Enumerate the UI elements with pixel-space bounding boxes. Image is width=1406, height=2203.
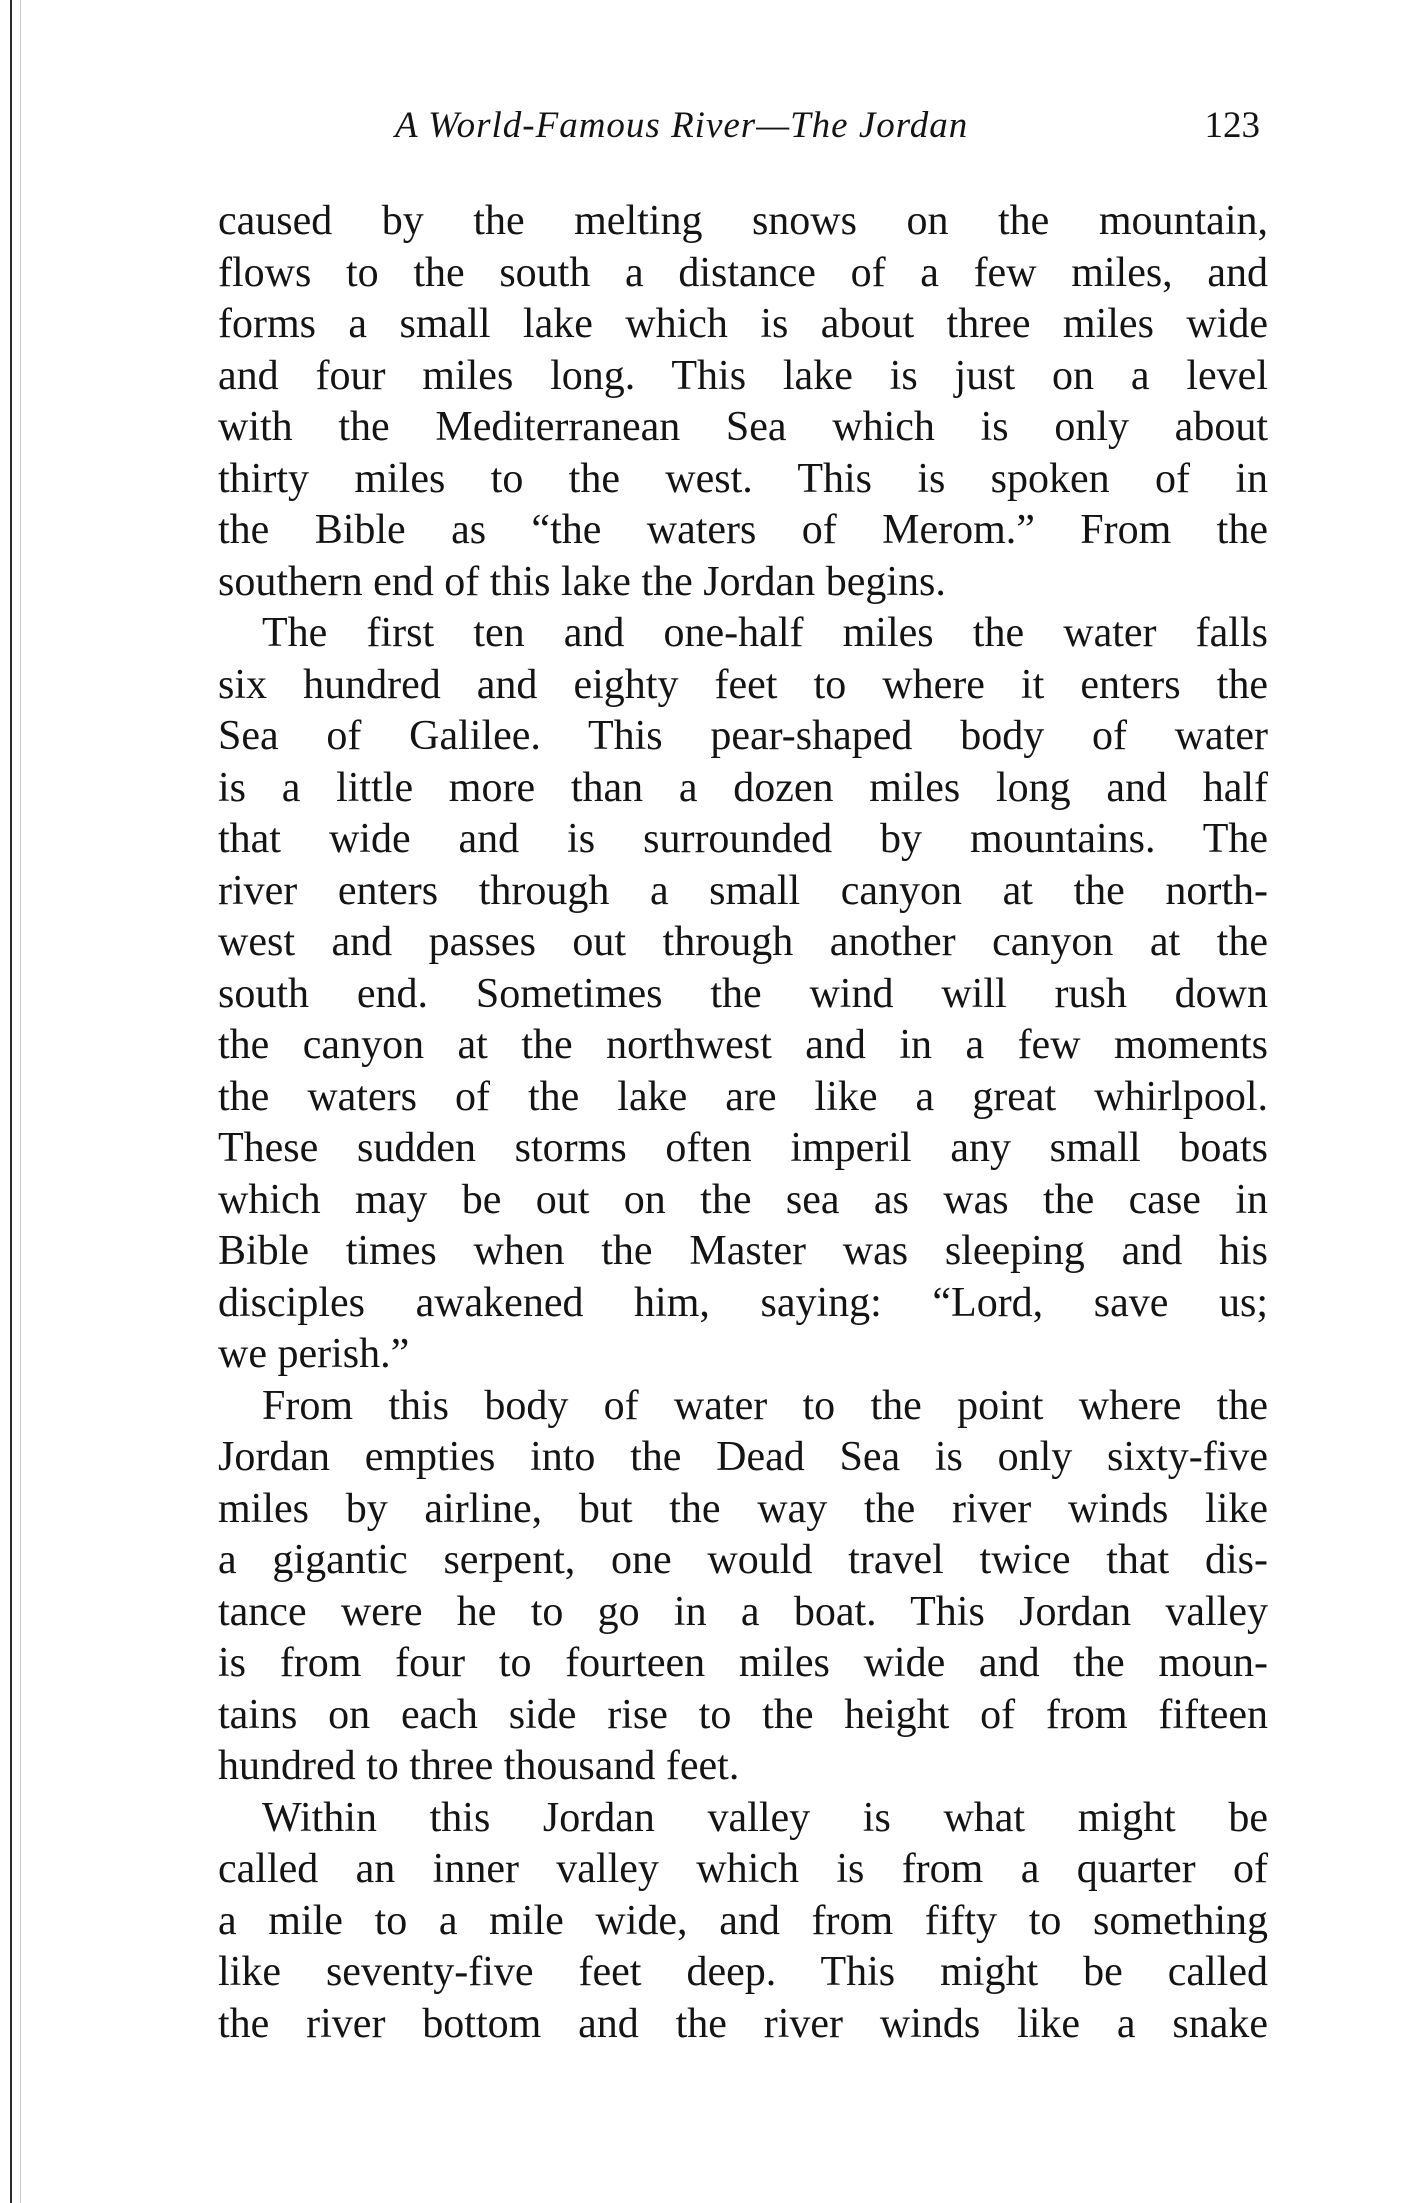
text-line: river enters through a small canyon at the north- — [218, 867, 1268, 914]
text-line: The first ten and one-half miles the water falls — [262, 610, 1268, 656]
text-line: and four miles long. This lake is just on a level — [218, 352, 1268, 399]
text-line: From this body of water to the point where the — [262, 1382, 1268, 1429]
paragraph-3 — [218, 1381, 1268, 1793]
text-line: hundred to three thousand feet. — [218, 1743, 740, 1789]
text-line: miles by airline, but the way the river winds like — [218, 1485, 1268, 1532]
page-number: 123 — [1204, 105, 1260, 146]
text-line: the canyon at the northwest and in a few moments — [218, 1022, 1268, 1068]
paragraph-2 — [218, 608, 1268, 1381]
text-line: Bible times when the Master was sleeping and his — [218, 1228, 1268, 1274]
text-line: southern end of this lake the Jordan begins. — [218, 558, 946, 605]
text-line: tains on each side rise to the height of from fifteen — [218, 1691, 1268, 1738]
text-line: tance were he to go in a boat. This Jordan valley — [218, 1588, 1268, 1635]
text-line: Jordan empties into the Dead Sea is only sixty-five — [218, 1434, 1268, 1480]
text-line: These sudden storms often imperil any small boats — [218, 1125, 1268, 1171]
text-line: we perish.” — [218, 1331, 410, 1377]
paragraph-4 — [218, 1793, 1268, 2051]
text-line: the waters of the lake are like a great whirlpool. — [218, 1073, 1268, 1120]
text-line: the river bottom and the river winds like a snake — [218, 2000, 1268, 2047]
text-line: a mile to a mile wide, and from fifty to something — [218, 1897, 1268, 1944]
text-line: south end. Sometimes the wind will rush down — [218, 970, 1268, 1017]
text-line: that wide and is surrounded by mountains. The — [218, 816, 1268, 862]
text-line: Within this Jordan valley is what might be — [262, 1794, 1268, 1841]
running-head-title: A World-Famous River—The Jordan — [395, 105, 969, 146]
text-line: is a little more than a dozen miles long and half — [218, 764, 1268, 811]
running-head — [370, 104, 1270, 160]
text-line: like seventy-five feet deep. This might be called — [218, 1949, 1268, 1995]
body-text — [218, 196, 1268, 2050]
binding-line — [10, 0, 12, 2203]
binding-shadow-line — [20, 0, 21, 2203]
text-line: which may be out on the sea as was the case in — [218, 1176, 1268, 1223]
text-line: forms a small lake which is about three miles wide — [218, 301, 1268, 347]
text-line: caused by the melting snows on the mountain, — [218, 198, 1268, 244]
page-binding-edge — [0, 0, 30, 2203]
text-line: with the Mediterranean Sea which is only about — [218, 404, 1268, 450]
text-line: called an inner valley which is from a quarter of — [218, 1846, 1268, 1892]
text-line: six hundred and eighty feet to where it enters the — [218, 661, 1268, 708]
text-line: flows to the south a distance of a few miles, and — [218, 249, 1268, 296]
text-line: west and passes out through another canyon at the — [218, 919, 1268, 965]
text-line: Sea of Galilee. This pear-shaped body of water — [218, 713, 1268, 759]
text-line: is from four to fourteen miles wide and the moun- — [218, 1640, 1268, 1686]
text-line: the Bible as “the waters of Merom.” From the — [218, 507, 1268, 553]
text-line: a gigantic serpent, one would travel twice that dis- — [218, 1537, 1268, 1583]
text-line: thirty miles to the west. This is spoken of in — [218, 455, 1268, 502]
paragraph-1 — [218, 196, 1268, 608]
text-line: disciples awakened him, saying: “Lord, save us; — [218, 1279, 1268, 1326]
